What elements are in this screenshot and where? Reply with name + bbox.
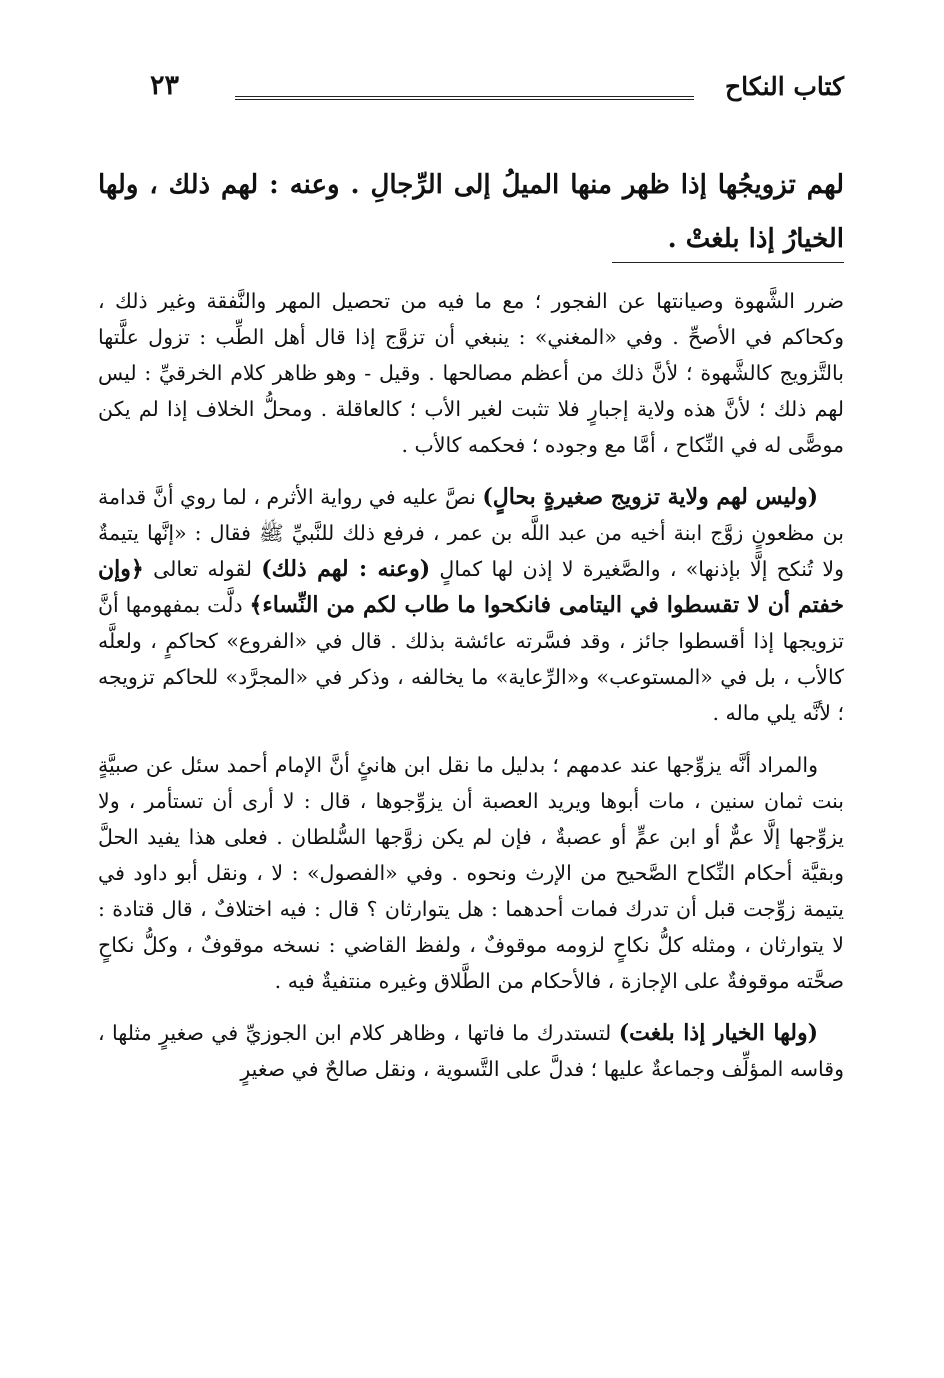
commentary-paragraph	[98, 479, 844, 731]
chapter-title: كتاب النكاح	[725, 72, 844, 101]
commentary-paragraph	[98, 1015, 844, 1087]
quoted-matn: (وعنه : لهم ذلك)	[261, 556, 431, 582]
paragraph-text: لقوله تعالى	[143, 557, 262, 581]
separator-rule	[612, 262, 844, 263]
paragraph-text: والمراد أنَّه يزوِّجها عند عدمهم ؛ بدليل ما نقل ابن هانئٍ أنَّ الإمام أحمد سئل عن صبيَّةٍ بنت ثمان سنين ، مات أبوها ويريد العصبة أن يزوِّجوها ، قال : لا أرى أن تستأمر ، ولا يزوِّجها إلَّا عمٌّ أو ابن عمٍّ أو عصبةٌ ، فإن لم يكن زوَّجها السُّلطان . فعلى هذا يفيد الحلَّ وبقيَّة أحكام النِّكاح الصَّحيح من الإرث ونحوه . وفي «الفصول» : لا ، ونقل أبو داود في يتيمة زوِّجت قبل أن تدرك فمات أحدهما : هل يتوارثان ؟ قال : فيه اختلافٌ ، قال قتادة : لا يتوارثان ، ومثله كلُّ نكاحٍ لزومه موقوفٌ ، ولفظ القاضي : نسخه موقوفٌ ، وكلُّ نكاحٍ صحَّته موقوفةٌ على الإجازة ، فالأحكام من الطَّلاق وغيره منتفيةٌ فيه .	[98, 753, 844, 993]
quran-verse: ﴿وإن خفتم أن لا تقسطوا في اليتامى فانكحوا ما طاب لكم من النِّساء﴾	[98, 556, 844, 618]
quoted-matn: (ولها الخيار إذا بلغت)	[618, 1020, 818, 1046]
commentary-paragraph	[98, 747, 844, 999]
paragraph-text: ضرر الشَّهوة وصيانتها عن الفجور ؛ مع ما فيه من تحصيل المهر والنَّفقة وغير ذلك ، وكحاكم في الأصحِّ . وفي «المغني» : ينبغي أن تزوَّج إذا قال أهل الطِّب : تزول علَّتها بالتَّزويج كالشَّهوة ؛ لأنَّ ذلك من أعظم مصالحها . وقيل - وهو ظاهر كلام الخرقيِّ : ليس لهم ذلك ؛ لأنَّ هذه ولاية إجبارٍ فلا تثبت لغير الأب ؛ كالعاقلة . ومحلُّ الخلاف إذا لم يكن موصًّى له في النِّكاح ، أمَّا مع وجوده ؛ فحكمه كالأب .	[98, 289, 844, 457]
paragraph-text: نصَّ عليه في رواية الأثرم ، لما روي أنَّ قدامة بن مظعونٍ زوَّج ابنة أخيه من عبد اللَّه بن عمر ، فرفع ذلك للنَّبيِّ ﷺ فقال : «إنَّها يتيمةٌ ولا تُنكح إلَّا بإذنها» ، والصَّغيرة لا إذن لها كمالٍ	[98, 485, 844, 581]
quoted-matn: (وليس لهم ولاية تزويج صغيرةٍ بحالٍ)	[482, 484, 818, 510]
commentary-paragraph	[98, 283, 844, 463]
paragraph-text: دلَّت بمفهومها أنَّ تزويجها إذا أقسطوا جائز ، وقد فسَّرته عائشة بذلك . قال في «الفروع» كحاكمٍ ، ولعلَّه كالأب ، بل في «المستوعب» و«الرِّعاية» ما يخالفه ، وذكر في «المجرَّد» للحاكم تزويجه ؛ لأنَّه يلي ماله .	[98, 593, 844, 725]
commentary	[98, 283, 844, 1103]
page-number: ٢٣	[150, 70, 180, 101]
paragraph-text: لتستدرك ما فاتها ، وظاهر كلام ابن الجوزيِّ في صغيرٍ مثلها ، وقاسه المؤلِّف وجماعةٌ عليها ؛ فدلَّ على التَّسوية ، ونقل صالحٌ في صغيرٍ	[98, 1021, 844, 1081]
header-rule	[235, 96, 694, 100]
main-text: لهم تزويجُها إذا ظهر منها الميلُ إلى الرِّجالِ . وعنه : لهم ذلك ، ولها الخيارُ إذا بلغتْ .	[98, 170, 844, 254]
running-header	[150, 72, 844, 112]
